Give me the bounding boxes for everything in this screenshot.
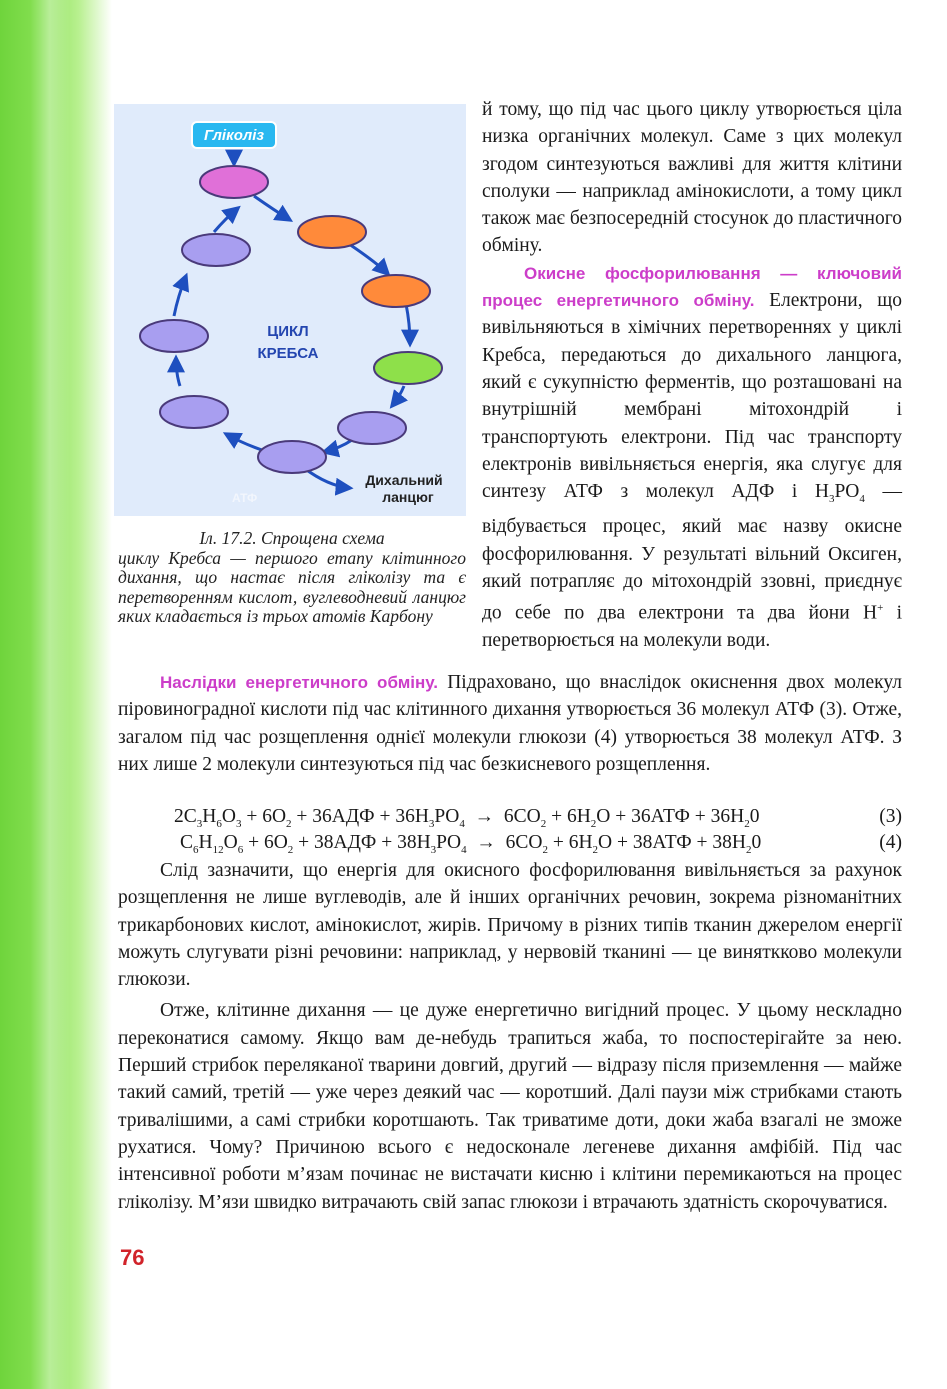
equation-4 (118, 829, 902, 856)
equation-formula: $2C_3H_6O_3 + 6O_2 + 36АДФ + 36H_3PO_4 \to 6CO_2 + 6H_2O + 36АТФ + 36H_20$ (174, 806, 760, 830)
cycle-label-1: ЦИКЛ (267, 323, 309, 340)
glycolysis-label: Гліколіз (203, 127, 265, 144)
cycle-arrow (346, 242, 388, 274)
cycle-arrow (324, 440, 352, 452)
text-run: — відбувається процес, який має назву окисне фосфорилювання. У результаті вільний Оксиген, який потрапляє до мітохондрій ззовні, приєднує до себе по два електрони та два йони H (482, 481, 903, 624)
caption-body: циклу Кребса — першого етапу клітинного дихання, що настає після гліколізу та є перетворенням кислот, вуглеводневий ланцюг яких кладається із трьох атомів Карбону (118, 547, 466, 626)
atp-label: АТФ (232, 491, 258, 505)
paragraph: й тому, що під час цього циклу утворюється ціла низка органічних молекул. Саме з цих молекул згодом синтезуються важливі для життя клітини сполуки — наприклад амінокислоти, а тому цикл також має безпосередній стосунок до пластичного обміну. (482, 99, 902, 257)
chain-label-1: Дихальний (365, 472, 443, 488)
text-run: Підраховано, що внаслідок окиснення двох молекул піровиноградної кислоти під час клітинного дихання утворюється 36 молекул АТФ (3). Отже, загалом під час розщеплення однієї молекули глюкози (4) утворюється 38 молекул АТФ. З них лише 2 молекули синтезуються під час безкисневого розщеплення. (118, 672, 902, 775)
full-width-text (118, 857, 902, 1216)
cycle-node (258, 441, 326, 473)
cycle-arrow (174, 276, 186, 316)
cycle-node (362, 275, 430, 307)
paragraph (118, 669, 902, 778)
cycle-node (338, 412, 406, 444)
subscript: 4 (859, 493, 865, 506)
right-column-text (482, 96, 902, 654)
figure-caption (118, 529, 466, 627)
paragraph: Отже, клітинне дихання — це дуже енергетично вигідний процес. У цьому нескладно переконатися самому. Якщо вам де-небудь трапиться жаба, то поспостерігайте за нею. Перший стрибок переляканої тварини довгий, другий — відразу після приземлення — майже такий самий, третій — уже через деякий час — коротший. Далі паузи між стрибками стають тривалішими, а самі стрибки коротшають. Так триватиме доти, доки жаба взагалі не зможе рухатися. Чому? Причиною всього є недосконале легеневе дихання амфібій. Під час інтенсивної роботи м’язам починає не вистачати кисню і клітини перемикаються на процес гліколізу. М’язи швидко витрачають свій запас глюкози і втрачають здатність скорочуватися. (118, 1000, 902, 1213)
text-run: PO (834, 481, 860, 503)
cycle-arrow (176, 358, 180, 386)
equation-number: (3) (879, 806, 902, 827)
cycle-arrow (254, 196, 290, 220)
cycle-node (182, 234, 250, 266)
cycle-node (374, 352, 442, 384)
full-width-text (118, 669, 902, 778)
krebs-cycle-diagram (114, 104, 466, 516)
cycle-arrow (406, 304, 410, 344)
cycle-node (298, 216, 366, 248)
page-number: 76 (120, 1245, 145, 1270)
subscript: 3 (828, 493, 835, 506)
paragraph: Слід зазначити, що енергія для окисного фосфорилювання вивільняється за рахунок розщеплення не лише вуглеводів, але й інших органічних речовин, зокрема різноманітних трикарбонових кислот, амінокислот, жирів. Причому в різних типів тканин джерелом енергії можуть слугувати різні речовини: наприклад, у нервовій тканині — це виняткково молекули глюкози. (118, 860, 902, 991)
cycle-node (160, 396, 228, 428)
cycle-node (200, 166, 268, 198)
text-run: Електрони, що вивільняються в хімічних перетвореннях у циклі Кребса, передаються до дихального ланцюга, який є сукупністю ферментів, що розташовані на внутрішній мембрані мітохондрій і транспортують електрони. Під час транспорту електронів вивільняється енергія, яка слугує для синтезу АТФ з молекул АДФ і H (482, 290, 902, 503)
cycle-node (140, 320, 208, 352)
equation-number: (4) (879, 832, 902, 853)
superscript: + (877, 602, 884, 615)
cycle-arrow (214, 208, 238, 232)
cycle-arrow (392, 386, 404, 406)
section-heading: Наслідки енергетичного обміну. (160, 673, 438, 692)
cycle-arrow (226, 434, 262, 450)
equation-formula: $C_6H_{12}O_6 + 6O_2 + 38АДФ + 38H_3PO_4 \to 6CO_2 + 6H_2O + 38АТФ + 38H_20$ (180, 832, 762, 856)
section-heading: Окисне фосфорилювання — ключовий процес енергетичного обміну. (482, 263, 902, 311)
cycle-label-2: КРЕБСА (257, 345, 319, 362)
equation-3 (118, 803, 902, 830)
paragraph (482, 260, 902, 655)
text-run: і перетворюється на молекули води. (482, 602, 902, 652)
decorative-green-band (0, 0, 112, 1389)
krebs-cycle-figure (114, 104, 466, 516)
caption-title: Іл. 17.2. Спрощена схема (199, 528, 385, 548)
chain-label-2: ланцюг (382, 489, 434, 505)
